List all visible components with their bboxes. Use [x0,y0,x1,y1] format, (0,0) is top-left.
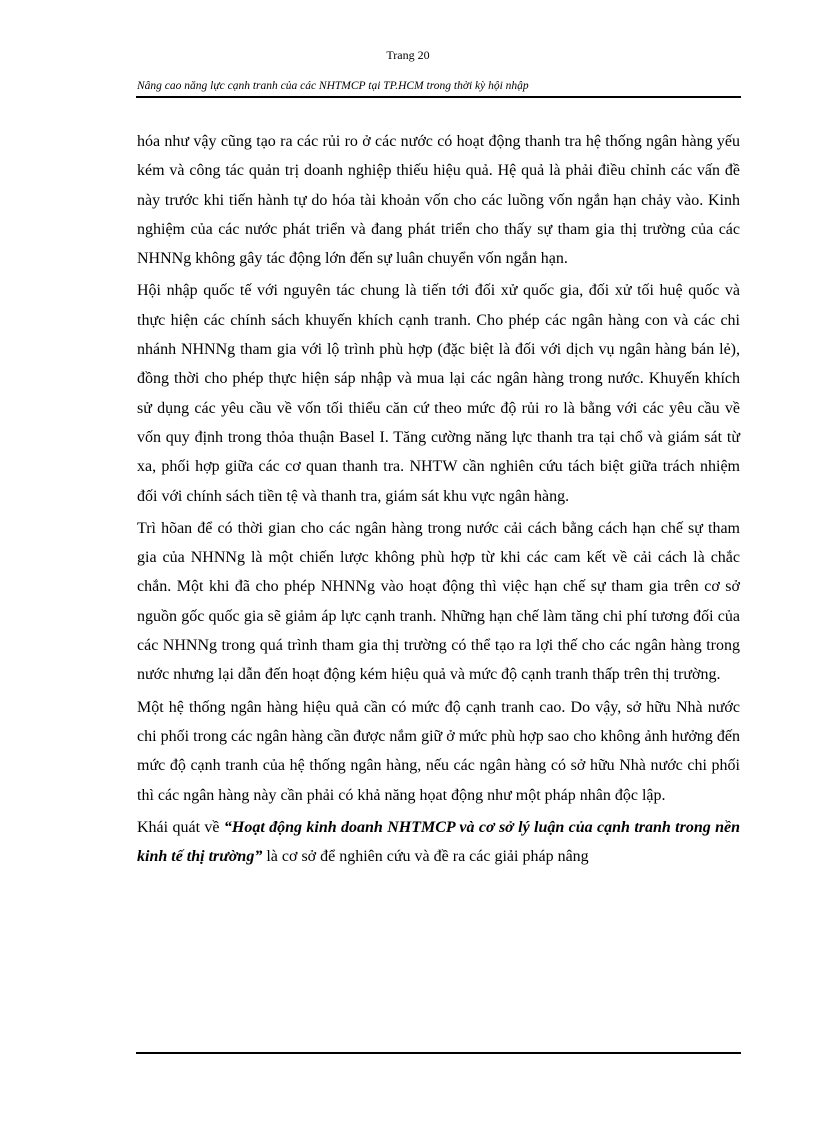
page-number: Trang 20 [386,48,430,62]
paragraph-1: hóa như vậy cũng tạo ra các rủi ro ở các nước có hoạt động thanh tra hệ thống ngân hàng yếu kém và công tác quản trị doanh nghiệp thiếu hiệu quả. Hệ quả là phải điều chỉnh các vấn đề này trước khi tiến hành tự do hóa tài khoản vốn cho các luồng vốn ngắn hạn chảy vào. Kinh nghiệm của các nước phát triển và đang phát triển cho thấy sự tham gia thị trường của các NHNNg không gây tác động lớn đến sự luân chuyển vốn ngắn hạn. [137,133,740,268]
paragraph-5-tail: là cơ sở để nghiên cứu và đề ra các giải pháp nâng [262,848,589,866]
paragraph-5-lead: Khái quát về [137,818,224,836]
body-text [137,127,740,874]
paragraph-5-emphasis: “Hoạt động kinh doanh NHTMCP và cơ sở lý luận của cạnh tranh trong nền kinh tế thị trường” [137,818,741,866]
paragraph-5 [137,813,740,872]
paragraph-4: Một hệ thống ngân hàng hiệu quả cần có mức độ cạnh tranh cao. Do vậy, sở hữu Nhà nước chi phối trong các ngân hàng cần được nắm giữ ở mức phù hợp sao cho không ảnh hưởng đến mức độ cạnh tranh của hệ thống ngân hàng, nếu các ngân hàng có sở hữu Nhà nước chi phối thì các ngân hàng này cần phải có khả năng họat động như một pháp nhân độc lập. [137,698,740,804]
running-title: Nâng cao năng lực cạnh tranh của các NHTMCP tại TP.HCM trong thời kỳ hội nhập [137,80,529,92]
footer-divider [136,1052,741,1054]
header-divider [136,96,741,98]
paragraph-3: Trì hõan để có thời gian cho các ngân hàng trong nước cải cách bằng cách hạn chế sự tham gia của NHNNg là một chiến lược không phù hợp từ khi các cam kết về cải cách là chắc chắn. Một khi đã cho phép NHNNg vào hoạt động thì việc hạn chế sự tham gia trên cơ sở nguồn gốc quốc gia sẽ giảm áp lực cạnh tranh. Những hạn chế làm tăng chi phí tương đối của các NHNNg trong quá trình tham gia thị trường có thể tạo ra lợi thế cho các ngân hàng trong nước nhưng lại dẫn đến hoạt động kém hiệu quả và mức độ cạnh tranh thấp trên thị trường. [137,519,740,684]
paragraph-2: Hội nhập quốc tế với nguyên tác chung là tiến tới đối xử quốc gia, đối xử tối huệ quốc và thực hiện các chính sách khuyến khích cạnh tranh. Cho phép các ngân hàng con và các chi nhánh NHNNg tham gia với lộ trình phù hợp (đặc biệt là đối với dịch vụ ngân hàng bán lẻ), đồng thời cho phép thực hiện sáp nhập và mua lại các ngân hàng trong nước. Khuyến khích sử dụng các yêu cầu về vốn tối thiểu căn cứ theo mức độ rủi ro là bằng với các yêu cầu về vốn quy định trong thỏa thuận Basel I. Tăng cường năng lực thanh tra tại chổ và giám sát từ xa, phối hợp giữa các cơ quan thanh tra. NHTW cần nghiên cứu tách biệt giữa trách nhiệm đối với chính sách tiền tệ và thanh tra, giám sát khu vực ngân hàng. [137,282,740,505]
